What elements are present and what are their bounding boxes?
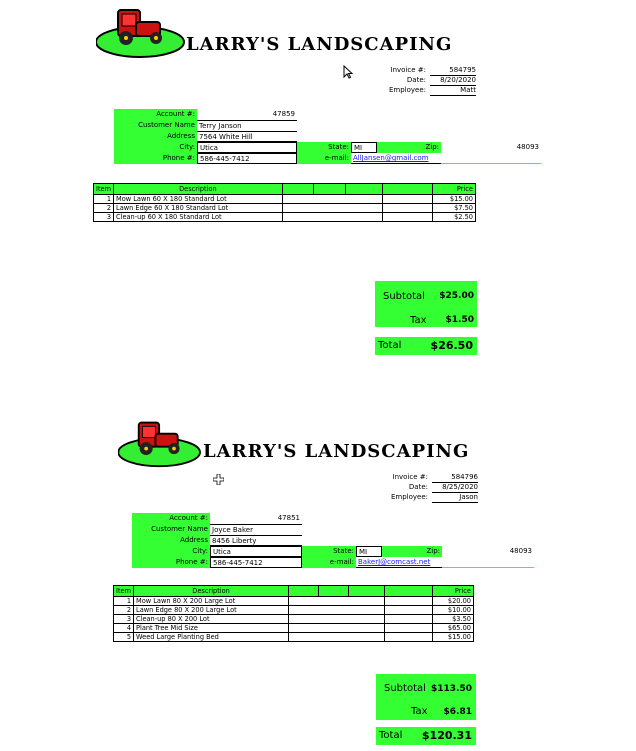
employee-label: Employee: [390, 493, 428, 501]
customer-value: Joyce Baker [210, 524, 302, 535]
zip-label: Zip: [377, 142, 441, 153]
item-number: 5 [114, 633, 134, 642]
items-table [93, 183, 476, 222]
email-link[interactable]: BakerJ@comcast.net [356, 557, 442, 568]
customer-value: Terry Janson [197, 120, 297, 131]
zip-value: 48093 [516, 143, 539, 151]
table-row [94, 195, 476, 204]
company-name: LARRY'S LANDSCAPING [203, 441, 470, 462]
col-item-header: Item [94, 184, 114, 195]
invoice-meta [388, 473, 478, 503]
col-price-header: Price [432, 184, 475, 195]
invoice-no-value: 584795 [430, 66, 476, 76]
company-name: LARRY'S LANDSCAPING [186, 34, 453, 55]
customer-info [132, 513, 534, 568]
date-value: 8/25/2020 [432, 483, 478, 493]
email-link[interactable]: AllJansen@gmail.com [351, 153, 441, 164]
date-label: Date: [408, 483, 428, 491]
date-value: 8/20/2020 [430, 76, 476, 86]
item-number: 4 [114, 624, 134, 633]
col-desc-header: Description [134, 586, 289, 597]
item-price: $7.50 [432, 204, 475, 213]
item-number: 1 [114, 597, 134, 606]
invoice-meta [386, 66, 476, 96]
employee-value: Jason [432, 493, 478, 503]
zip-label: Zip: [382, 546, 442, 557]
total-label: Total [378, 340, 402, 351]
item-description: Mow Lawn 80 X 200 Large Lot [134, 597, 289, 606]
address-value: 8456 Liberty [210, 535, 302, 546]
col-desc-header: Description [114, 184, 283, 195]
item-description: Weed Large Planting Bed [134, 633, 289, 642]
phone-value: 586-445-7412 [210, 557, 302, 568]
items-header [114, 586, 474, 597]
item-price: $20.00 [432, 597, 473, 606]
mouse-pointer-icon [343, 64, 353, 83]
invoice-2 [0, 395, 636, 751]
item-number: 3 [94, 213, 114, 222]
item-price: $15.00 [432, 195, 475, 204]
email-label: e-mail: [302, 557, 356, 568]
date-label: Date: [406, 76, 426, 84]
crosshair-cursor-icon [213, 470, 224, 489]
item-price: $65.00 [432, 624, 473, 633]
employee-value: Matt [430, 86, 476, 96]
item-description: Clean-up 60 X 180 Standard Lot [114, 213, 283, 222]
table-row [94, 213, 476, 222]
items-header [94, 184, 476, 195]
zip-value: 48093 [509, 547, 532, 555]
customer-info [114, 109, 541, 164]
city-value: Utica [210, 546, 302, 557]
table-row [114, 633, 474, 642]
lawn-mower-icon [118, 417, 204, 469]
item-description: Mow Lawn 60 X 180 Standard Lot [114, 195, 283, 204]
subtotal-value: $113.50 [431, 684, 472, 694]
item-price: $2.50 [432, 213, 475, 222]
city-label: City: [132, 546, 210, 557]
employee-label: Employee: [388, 86, 426, 94]
item-price: $3.50 [432, 615, 473, 624]
item-price: $15.00 [432, 633, 473, 642]
tax-value: $6.81 [443, 707, 472, 717]
col-price-header: Price [432, 586, 473, 597]
address-label: Address [114, 131, 197, 142]
total-box [376, 727, 476, 745]
lawn-mower-icon [96, 4, 188, 60]
table-row [94, 204, 476, 213]
state-value: MI [351, 142, 377, 153]
item-description: Plant Tree Mid Size [134, 624, 289, 633]
address-value: 7564 White Hill [197, 131, 297, 142]
tax-value: $1.50 [445, 315, 474, 325]
account-label: Account #: [132, 513, 210, 524]
subtotal-label: Subtotal [383, 291, 425, 302]
subtotal-label: Subtotal [384, 683, 426, 694]
total-value: $26.50 [430, 339, 473, 352]
item-description: Lawn Edge 80 X 200 Large Lot [134, 606, 289, 615]
total-label: Total [379, 730, 403, 741]
item-number: 2 [114, 606, 134, 615]
col-item-header: Item [114, 586, 134, 597]
item-description: Lawn Edge 60 X 180 Standard Lot [114, 204, 283, 213]
customer-label: Customer Name [114, 120, 197, 131]
total-box [375, 337, 477, 355]
table-row [114, 606, 474, 615]
address-label: Address [132, 535, 210, 546]
item-number: 1 [94, 195, 114, 204]
subtotal-value: $25.00 [439, 291, 474, 301]
item-number: 2 [94, 204, 114, 213]
account-label: Account #: [114, 109, 197, 120]
invoice-no-label: Invoice #: [392, 473, 428, 481]
city-label: City: [114, 142, 197, 153]
tax-label: Tax [411, 706, 428, 717]
city-value: Utica [197, 142, 297, 153]
item-price: $10.00 [432, 606, 473, 615]
state-value: MI [356, 546, 382, 557]
item-number: 3 [114, 615, 134, 624]
items-table [113, 585, 474, 642]
invoice-no-label: Invoice #: [390, 66, 426, 74]
table-row [114, 597, 474, 606]
account-value: 47851 [277, 514, 300, 522]
table-row [114, 624, 474, 633]
item-description: Clean-up 80 X 200 Lot [134, 615, 289, 624]
email-label: e-mail: [297, 153, 351, 164]
phone-label: Phone #: [114, 153, 197, 164]
table-row [114, 615, 474, 624]
phone-value: 586-445-7412 [197, 153, 297, 164]
tax-label: Tax [410, 315, 427, 326]
total-value: $120.31 [421, 729, 472, 742]
state-label: State: [302, 546, 356, 557]
customer-label: Customer Name [132, 524, 210, 535]
state-label: State: [297, 142, 351, 153]
invoice-no-value: 584796 [432, 473, 478, 483]
phone-label: Phone #: [132, 557, 210, 568]
account-value: 47859 [272, 110, 295, 118]
